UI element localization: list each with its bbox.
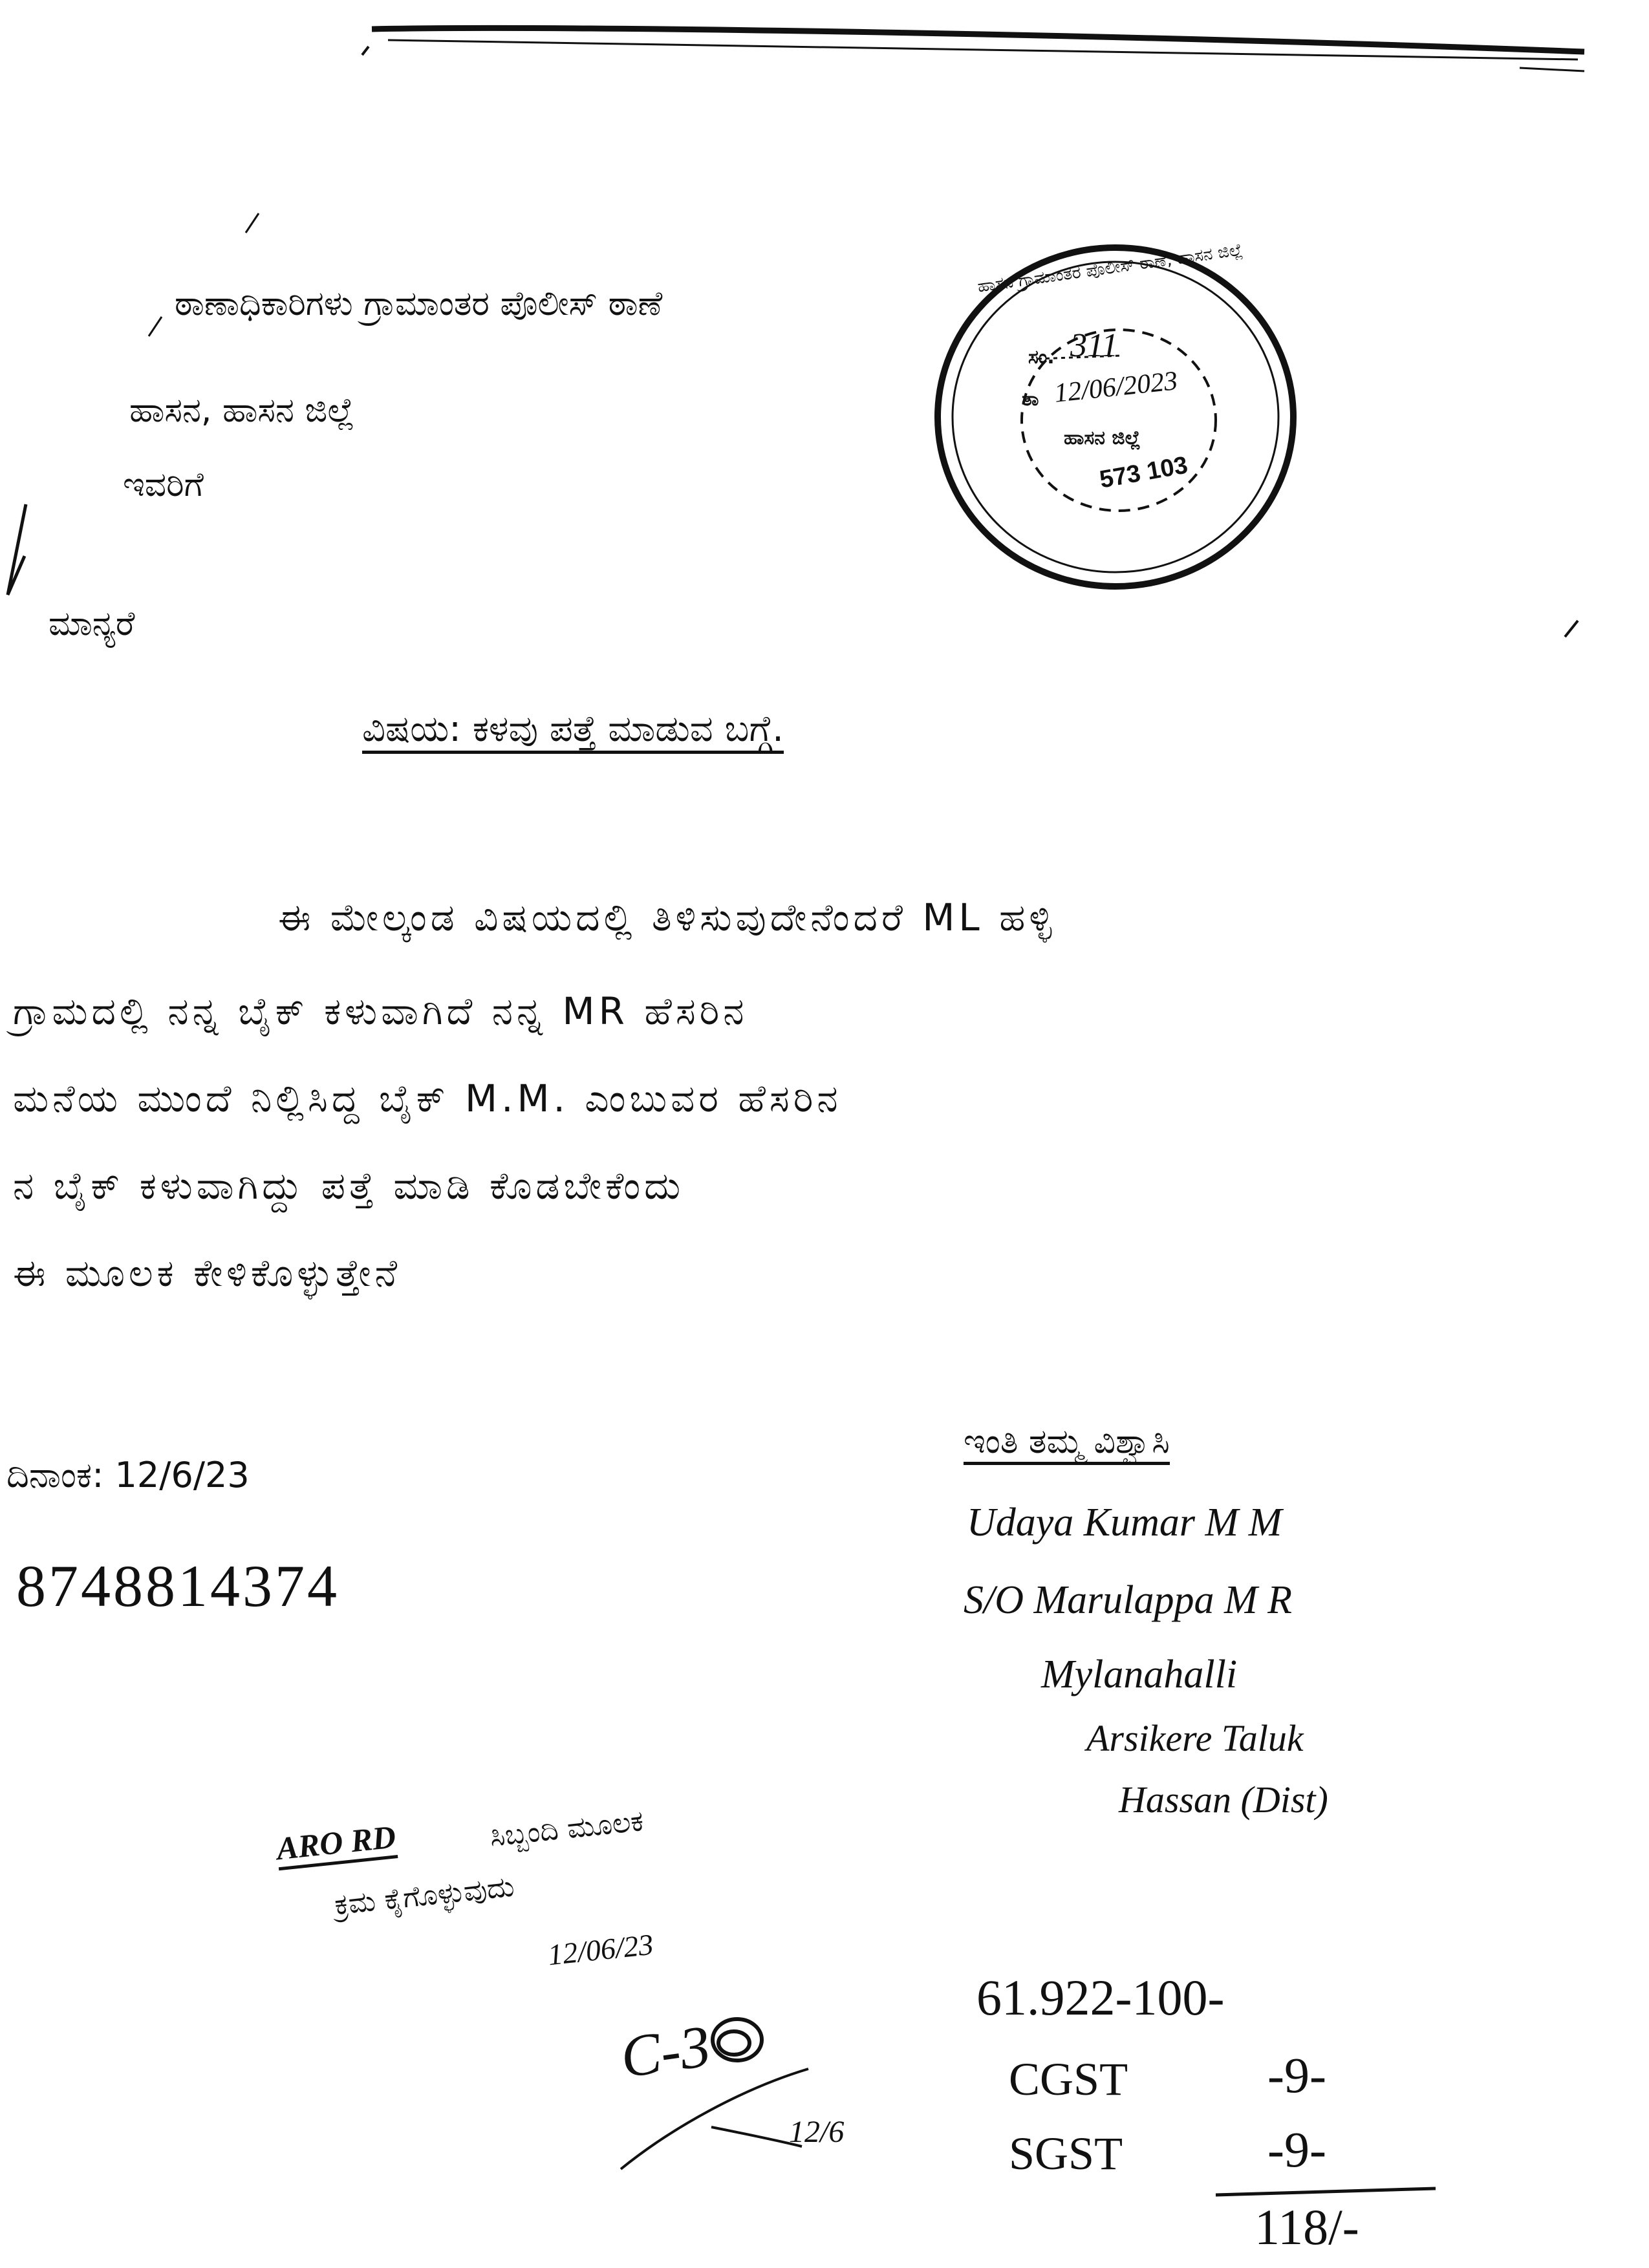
signature-district: Hassan (Dist) [1119, 1779, 1328, 1821]
stamp-place: ಹಾಸನ ಜಿಲ್ಲೆ [1064, 427, 1141, 449]
fee-cgst-value: -9- [1267, 2047, 1326, 2103]
body-line-1: ಈ ಮೇಲ್ಕಂಡ ವಿಷಯದಲ್ಲಿ ತಿಳಿಸುವುದೇನೆಂದರೆ ML ಹಳ್ಳಿ [278, 895, 1056, 939]
stamp-ring-text: ಹಾಸನ ಗ್ರಾಮಾಂತರ ಪೊಲೀಸ್ ಠಾಣೆ, ಹಾಸನ ಜಿಲ್ಲೆ [976, 240, 1244, 297]
stamp-number: 311 [1070, 327, 1119, 364]
endorsement-date: 12/06/23 [546, 1927, 655, 1972]
recipient-line-3: ಇವರಿಗೆ [123, 465, 204, 504]
stamp-date: 12/06/2023 [1053, 366, 1180, 409]
signature-taluk: Arsikere Taluk [1086, 1717, 1304, 1759]
endorsement-heading: ARO RD [275, 1817, 398, 1870]
salutation: ಮಾನ್ಯರೆ [48, 604, 135, 643]
phone-number: 8748814374 [16, 1553, 339, 1619]
signature-village: Mylanahalli [1041, 1653, 1238, 1696]
body-line-2: ಗ್ರಾಮದಲ್ಲಿ ನನ್ನ ಬೈಕ್ ಕಳುವಾಗಿದೆ ನನ್ನ MR ಹೆಸರಿನ [13, 989, 748, 1033]
body-line-5: ಈ ಮೂಲಕ ಕೇಳಿಕೊಳ್ಳುತ್ತೇನೆ [13, 1251, 402, 1295]
date-line: ದಿನಾಂಕ: 12/6/23 [6, 1455, 250, 1495]
fee-sgst-value: -9- [1267, 2121, 1326, 2177]
body-line-4: ನ ಬೈಕ್ ಕಳುವಾಗಿದ್ದು ಪತ್ತೆ ಮಾಡಿ ಕೊಡಬೇಕೆಂದು [13, 1164, 685, 1208]
signature-heading: ಇಂತಿ ತಮ್ಮ ವಿಶ್ವಾಸಿ [964, 1422, 1170, 1465]
fee-total: 118/- [1255, 2199, 1359, 2255]
fee-line-1: 61.922-100- [976, 1969, 1225, 2026]
recipient-line-1: ಠಾಣಾಧಿಕಾರಿಗಳು ಗ್ರಾಮಾಂತರ ಪೊಲೀಸ್ ಠಾಣೆ [175, 284, 663, 323]
initials-mark: C-3 [616, 2012, 715, 2091]
fee-sgst-label: SGST [1009, 2128, 1123, 2179]
body-line-3: ಮನೆಯ ಮುಂದೆ ನಿಲ್ಲಿಸಿದ್ದ ಬೈಕ್ M.M. ಎಂಬುವರ ಹೆಸರಿನ [13, 1076, 842, 1120]
stamp-number-label: ಸಂ. [1028, 346, 1055, 369]
stamp-pin: 573 103 [1097, 451, 1190, 494]
initials-date: 12/6 [789, 2115, 845, 2149]
endorsement-line-1: ಸಿಬ್ಬಂದಿ ಮೂಲಕ [488, 1804, 645, 1854]
fee-cgst-label: CGST [1009, 2053, 1128, 2105]
subject-line: ವಿಷಯ: ಕಳವು ಪತ್ತೆ ಮಾಡುವ ಬಗ್ಗೆ. [362, 708, 784, 754]
signature-name: Udaya Kumar M M [967, 1501, 1282, 1545]
endorsement-line-2: ಕ್ರಮ ಕೈಗೊಳ್ಳುವುದು [332, 1870, 516, 1922]
recipient-line-2: ಹಾಸನ, ಹಾಸನ ಜಿಲ್ಲೆ [129, 391, 355, 430]
signature-relation: S/O Marulappa M R [964, 1578, 1293, 1622]
stamp-date-label: ತಾ [1022, 388, 1039, 411]
